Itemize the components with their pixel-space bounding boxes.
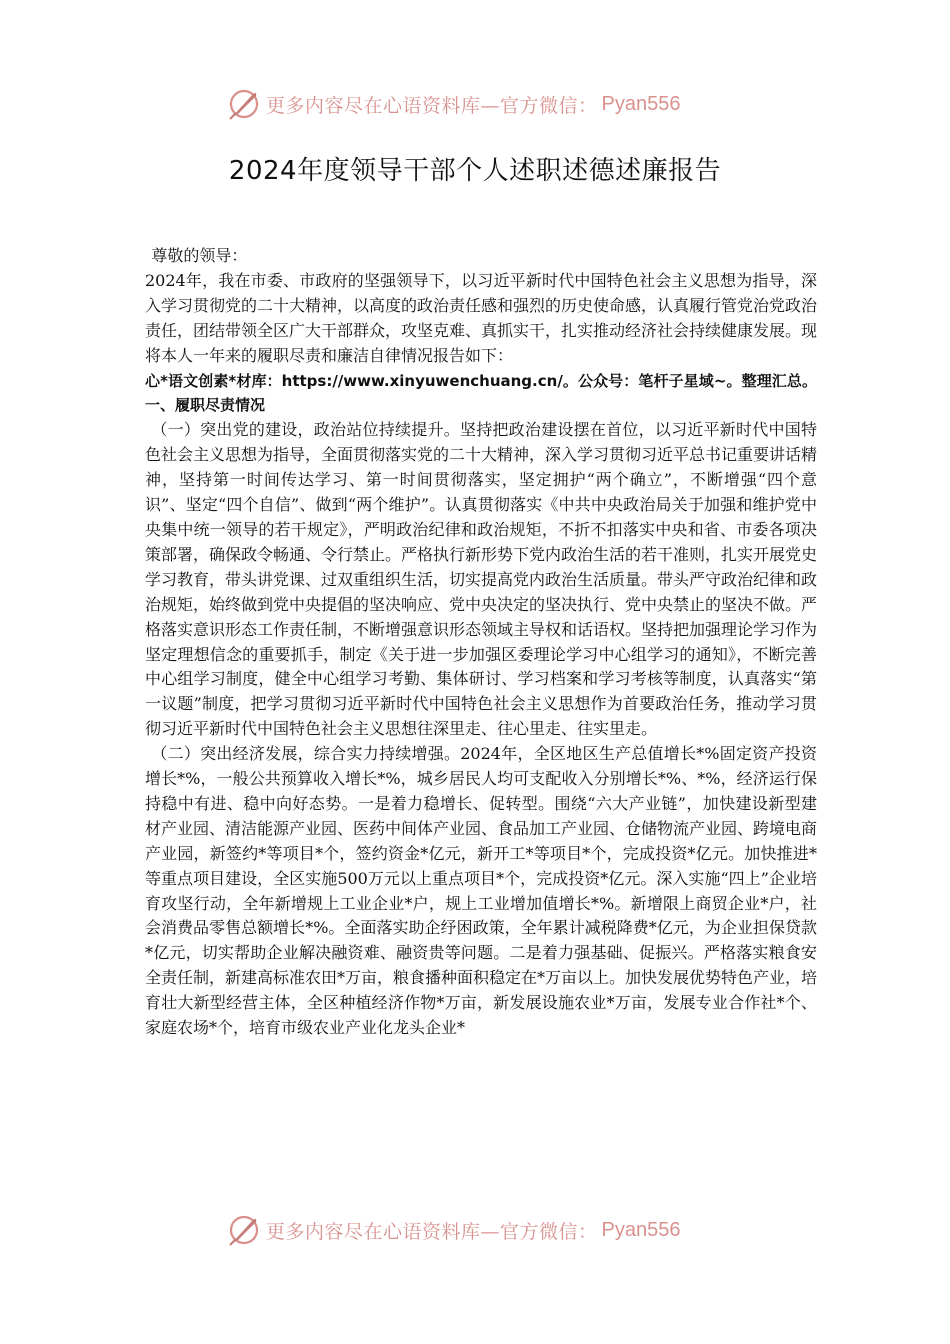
paragraph-economic-development: （二）突出经济发展，综合实力持续增强。2024年，全区地区生产总值增长*%固定资产投资增长*%，一般公共预算收入增长*%，城乡居民人均可支配收入分别增长*%、*%，经济运行保持稳中有进、稳中向好态势。一是着力稳增长、促转型。围绕“六大产业链”，加快建设新型建材产业园、清洁能源产业园、医药中间体产业园、食品加工产业园、仓储物流产业园、跨境电商产业园，新签约*等项目*个，签约资金*亿元，新开工*等项目*个，完成投资*亿元。加快推进*等重点项目建设，全区实施500万元以上重点项目*个，完成投资*亿元。深入实施“四上”企业培育攻坚行动，全年新增规上工业企业*户，规上工业增加值增长*%。新增限上商贸企业*户，社会消费品零售总额增长*%。全面落实助企纾困政策，全年累计减税降费*亿元，为企业担保贷款*亿元，切实帮助企业解决融资难、融资贵等问题。二是着力强基础、促振兴。严格落实粮食安全责任制，新建高标准农田*万亩，粮食播种面积稳定在*万亩以上。加快发展优势特色产业，培育壮大新型经营主体，全区种植经济作物*万亩，新发展设施农业*万亩，发展专业合作社*个、家庭农场*个，培育市级农业产业化龙头企业* (145, 744, 818, 1038)
watermark-banner-top (226, 84, 726, 124)
quill-logo-icon (226, 86, 262, 122)
banner-text: 更多内容尽在心语资料库—官方微信： (266, 1220, 598, 1243)
document-title: 2024年度领导干部个人述职述德述廉报告 (228, 156, 722, 186)
document-body (145, 244, 817, 1041)
watermark-banner-bottom (226, 1210, 726, 1250)
banner-wechat-id: Pyan556 (601, 92, 681, 115)
banner-text: 更多内容尽在心语资料库—官方微信： (266, 94, 598, 117)
salutation: 尊敬的领导： (151, 246, 248, 265)
banner-wechat-id: Pyan556 (601, 1218, 681, 1241)
paragraph-party-building: （一）突出党的建设，政治站位持续提升。坚持把政治建设摆在首位，以习近平新时代中国特色社会主义思想为指导，全面贯彻落实党的二十大精神，深入学习贯彻习近平总书记重要讲话精神，坚持第一时间传达学习、第一时间贯彻落实，坚定拥护“两个确立”，不断增强“四个意识”、坚定“四个自信”、做到“两个维护”。认真贯彻落实《中共中央政治局关于加强和维护党中央集中统一领导的若干规定》，严明政治纪律和政治规矩，不折不扣落实中央和省、市委各项决策部署，确保政令畅通、令行禁止。严格执行新形势下党内政治生活的若干准则，扎实开展党史学习教育，带头讲党课、过双重组织生活，切实提高党内政治生活质量。带头严守政治纪律和政治规矩，始终做到党中央提倡的坚决响应、党中央决定的坚决执行、党中央禁止的坚决不做。严格落实意识形态工作责任制，不断增强意识形态领域主导权和话语权。坚持把加强理论学习作为坚定理想信念的重要抓手，制定《关于进一步加强区委理论学习中心组学习的通知》，不断完善中心组学习制度，健全中心组学习考勤、集体研讨、学习档案和学习考核等制度，认真落实“第一议题”制度，把学习贯彻习近平新时代中国特色社会主义思想作为首要政治任务，推动学习贯彻习近平新时代中国特色社会主义思想往深里走、往心里走、往实里走。 (145, 420, 818, 739)
quill-logo-icon (226, 1212, 262, 1248)
paragraph-intro: 2024年，我在市委、市政府的坚强领导下，以习近平新时代中国特色社会主义思想为指导，深入学习贯彻党的二十大精神，以高度的政治责任感和强烈的历史使命感，认真履行管党治党政治责任，团结带领全区广大干部群众，攻坚克难、真抓实干，扎实推动经济社会持续健康发展。现将本人一年来的履职尽责和廉洁自律情况报告如下： (145, 270, 818, 365)
paragraph-source-note: 心*语文创素*材库：https://www.xinyuwenchuang.cn/。公众号：笔杆子星域~。整理汇总。一、履职尽责情况 (145, 371, 817, 415)
